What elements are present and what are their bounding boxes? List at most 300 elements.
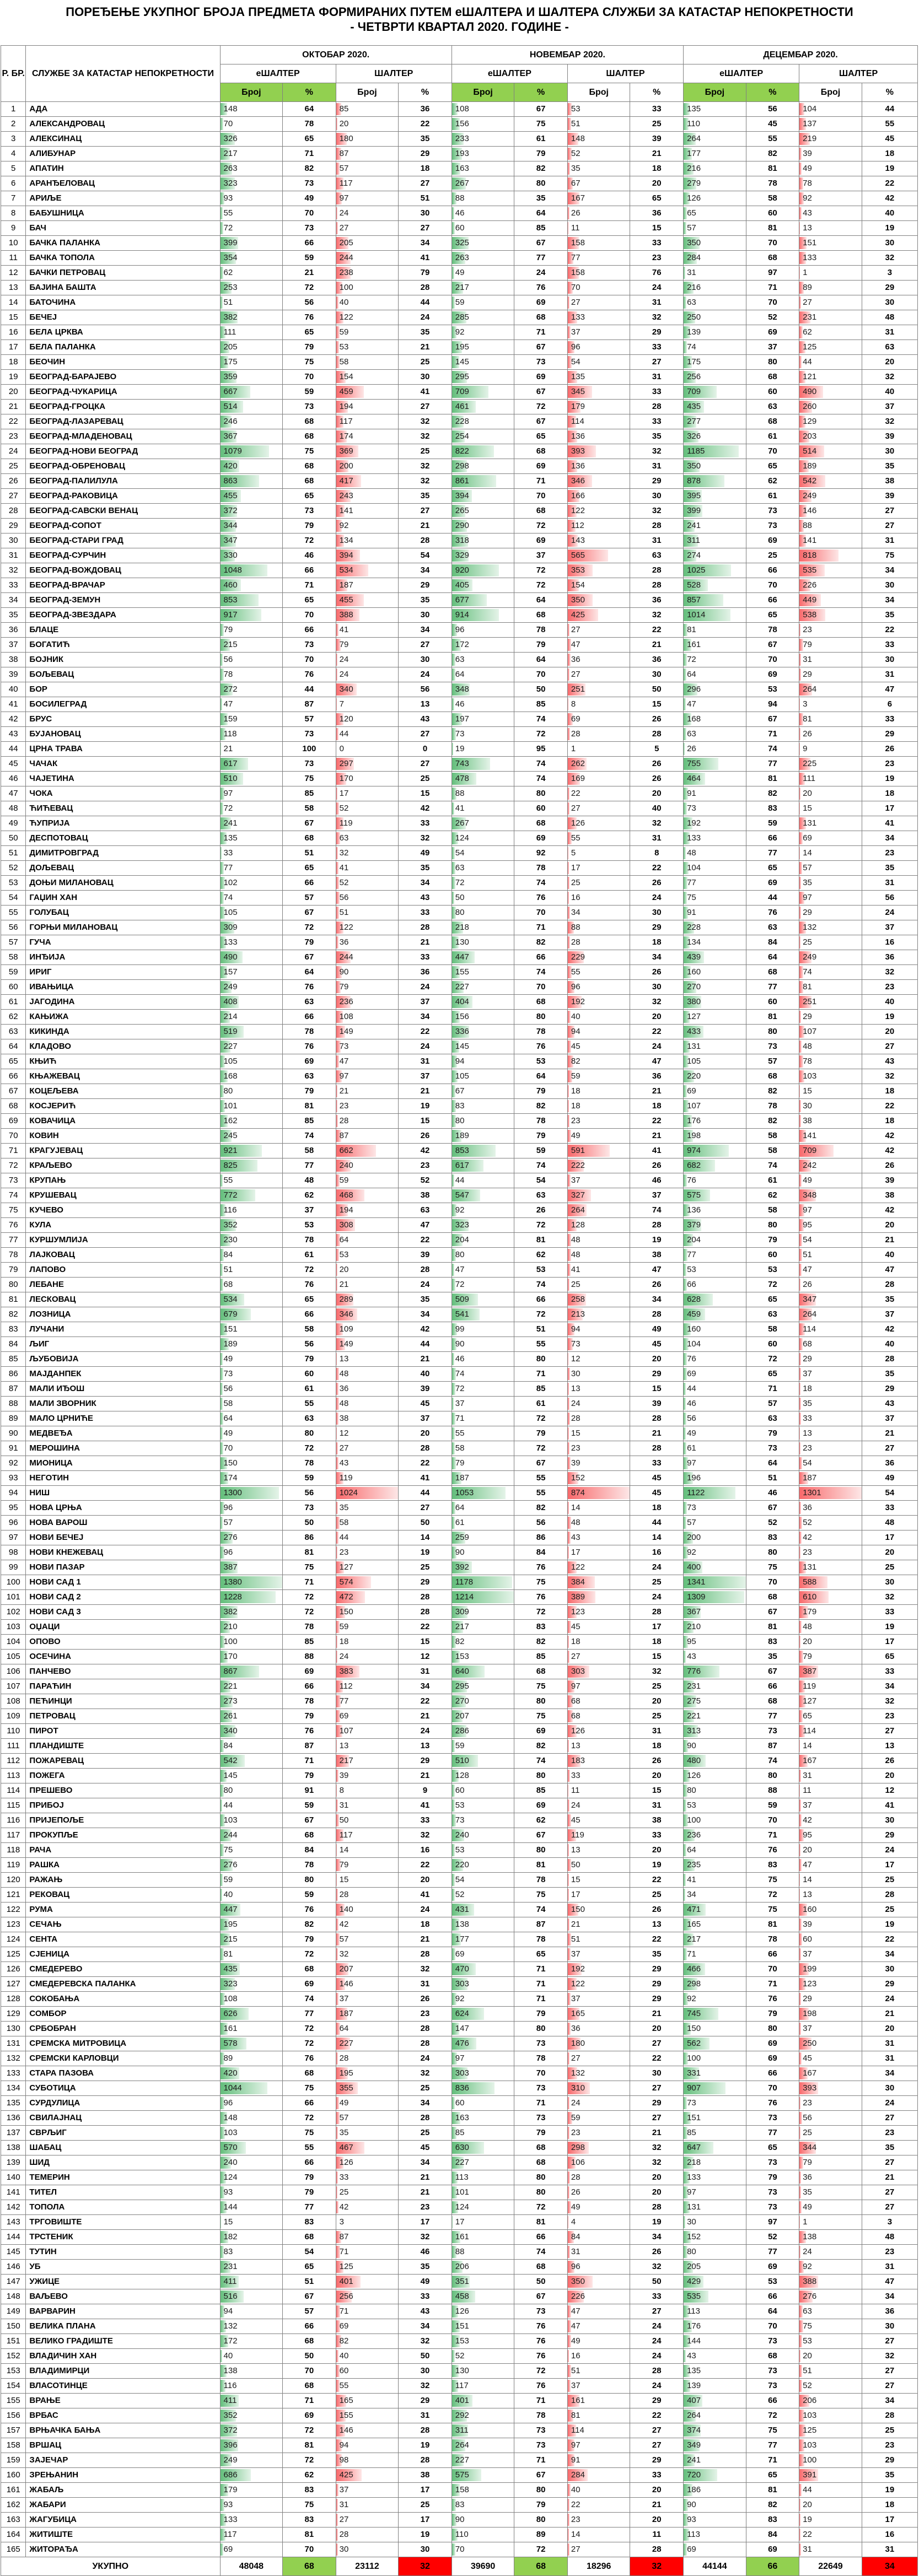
- eshalter-data-bar: [684, 1085, 687, 1097]
- nov-s-count: 81: [571, 2411, 581, 2420]
- dec-e-count: 63: [687, 729, 696, 739]
- dec-s-count-cell: [799, 2334, 862, 2349]
- oct-s-percent: 29: [399, 2394, 452, 2408]
- shalter-data-bar: [336, 1532, 339, 1544]
- nov-e-count: 37: [455, 1399, 465, 1408]
- service-name: РАЧА: [26, 1843, 220, 1858]
- nov-s-count-cell: [567, 2364, 630, 2379]
- shalter-data-bar: [799, 1859, 802, 1871]
- oct-s-count-cell: [336, 593, 399, 608]
- dec-s-count: 260: [803, 402, 816, 411]
- table-row: [1, 980, 918, 995]
- table-row: [1, 2260, 918, 2275]
- nov-e-count: 72: [455, 878, 465, 887]
- oct-e-count: 344: [224, 521, 238, 530]
- table-row: [1, 1992, 918, 2007]
- table-row: [1, 1813, 918, 1828]
- oct-e-count: 77: [224, 863, 233, 872]
- nov-s-percent: 20: [630, 1769, 684, 1783]
- nov-s-count-cell: [567, 1530, 630, 1545]
- nov-e-count-cell: [452, 191, 514, 206]
- dec-e-percent: 78: [746, 1099, 799, 1114]
- nov-s-count: 298: [571, 2143, 585, 2152]
- dec-s-count: 151: [803, 238, 816, 247]
- dec-e-count-cell: [684, 1828, 746, 1843]
- dec-e-percent: 73: [746, 2185, 799, 2200]
- oct-s-count-cell: [336, 1873, 399, 1888]
- dec-s-percent: 34: [862, 2066, 917, 2081]
- oct-e-count: 396: [224, 2440, 238, 2450]
- eshalter-data-bar: [452, 698, 454, 710]
- oct-s-percent: 42: [399, 801, 452, 816]
- dec-e-percent: 81: [746, 1917, 799, 1932]
- nov-e-percent: 82: [514, 1099, 568, 1114]
- table-row: [1, 786, 918, 801]
- nov-s-percent: 29: [630, 1977, 684, 1992]
- nov-e-percent: 69: [514, 1798, 568, 1813]
- dec-s-percent: 21: [862, 1233, 917, 1248]
- oct-s-count-cell: [336, 400, 399, 414]
- nov-s-percent: 20: [630, 1010, 684, 1025]
- dec-e-percent: 70: [746, 653, 799, 667]
- nov-e-percent: 75: [514, 1888, 568, 1903]
- nov-e-count-cell: [452, 1307, 514, 1322]
- dec-s-count: 39: [803, 1920, 812, 1929]
- oct-e-count: 514: [224, 402, 238, 411]
- shalter-data-bar: [568, 1383, 569, 1395]
- dec-e-count-cell: [684, 1962, 746, 1977]
- nov-s-percent: 5: [630, 742, 684, 757]
- nov-e-count-cell: [452, 548, 514, 563]
- dec-s-count-cell: [799, 1025, 862, 1039]
- nov-s-percent: 22: [630, 1025, 684, 1039]
- oct-s-count: 48: [340, 1369, 349, 1378]
- nov-s-count-cell: [567, 2141, 630, 2155]
- nov-s-count-cell: [567, 1560, 630, 1575]
- table-row: [1, 2111, 918, 2126]
- shalter-data-bar: [568, 1770, 570, 1782]
- nov-s-percent: 29: [630, 2453, 684, 2468]
- oct-e-percent: 100: [283, 742, 336, 757]
- oct-s-count: 28: [340, 2530, 349, 2539]
- dec-s-percent: 38: [862, 474, 917, 489]
- oct-e-count: 62: [224, 268, 233, 277]
- table-row: [1, 653, 918, 667]
- nov-s-count: 258: [571, 1295, 585, 1304]
- oct-s-percent: 17: [399, 2483, 452, 2498]
- nov-e-count-cell: [452, 325, 514, 340]
- shalter-data-bar: [568, 2350, 569, 2362]
- nov-s-count-cell: [567, 102, 630, 117]
- nov-s-count: 5: [571, 848, 576, 858]
- table-row: [1, 2096, 918, 2111]
- nov-e-count: 303: [455, 2068, 469, 2078]
- oct-s-count-cell: [336, 459, 399, 474]
- nov-s-count: 59: [571, 1071, 581, 1081]
- oct-s-count-cell: [336, 1888, 399, 1903]
- oct-s-count: 20: [340, 119, 349, 128]
- row-number: 31: [1, 548, 26, 563]
- oct-s-count-cell: [336, 1352, 399, 1367]
- oct-s-count-cell: [336, 370, 399, 385]
- dec-e-percent: 78: [746, 623, 799, 638]
- nov-e-count: 195: [455, 342, 469, 352]
- row-number: 16: [1, 325, 26, 340]
- nov-e-count-cell: [452, 1322, 514, 1337]
- dec-s-percent: 34: [862, 2289, 917, 2304]
- oct-s-count-cell: [336, 1025, 399, 1039]
- oct-s-count-cell: [336, 1754, 399, 1769]
- nov-e-count-cell: [452, 2155, 514, 2170]
- oct-s-count: 51: [340, 908, 349, 917]
- oct-s-percent: 27: [399, 727, 452, 742]
- eshalter-data-bar: [452, 654, 455, 666]
- dec-e-percent: 81: [746, 772, 799, 786]
- dec-e-percent: 57: [746, 1397, 799, 1411]
- oct-e-count: 72: [224, 804, 233, 813]
- shalter-data-bar: [799, 148, 801, 160]
- oct-e-count-cell: [220, 861, 283, 876]
- shalter-data-bar: [799, 1710, 803, 1722]
- dec-s-percent: 30: [862, 444, 917, 459]
- oct-e-count: 51: [224, 1265, 233, 1274]
- dec-s-count-cell: [799, 2379, 862, 2394]
- dec-s-count-cell: [799, 950, 862, 965]
- oct-e-count: 309: [224, 923, 238, 932]
- dec-s-count-cell: [799, 1158, 862, 1173]
- oct-e-percent: 55: [283, 1397, 336, 1411]
- nov-s-count-cell: [567, 1575, 630, 1590]
- oct-s-count: 187: [340, 2009, 353, 2018]
- row-number: 4: [1, 147, 26, 161]
- oct-e-percent: 50: [283, 2349, 336, 2364]
- oct-e-percent: 85: [283, 786, 336, 801]
- dec-e-count-cell: [684, 1858, 746, 1873]
- oct-s-count: 79: [340, 640, 349, 649]
- nov-e-count: 207: [455, 1711, 469, 1721]
- dec-s-count: 104: [803, 104, 816, 114]
- oct-s-count: 53: [340, 342, 349, 352]
- eshalter-data-bar: [221, 1264, 223, 1276]
- nov-e-count-cell: [452, 682, 514, 697]
- dec-e-count: 682: [687, 1161, 701, 1170]
- nov-s-count-cell: [567, 2111, 630, 2126]
- shalter-data-bar: [568, 1874, 569, 1886]
- nov-s-count-cell: [567, 1010, 630, 1025]
- shalter-data-bar: [799, 2335, 802, 2347]
- dec-s-percent: 22: [862, 1932, 917, 1947]
- shalter-data-bar: [336, 2529, 338, 2541]
- nov-s-count-cell: [567, 608, 630, 623]
- nov-e-percent: 71: [514, 2394, 568, 2408]
- dec-s-percent: 27: [862, 1724, 917, 1739]
- oct-e-count-cell: [220, 1828, 283, 1843]
- dec-s-count-cell: [799, 1977, 862, 1992]
- table-row: [1, 1650, 918, 1664]
- nov-s-count: 73: [571, 1339, 581, 1349]
- row-number: 101: [1, 1590, 26, 1605]
- oct-s-count: 25: [340, 2187, 349, 2197]
- oct-s-percent: 13: [399, 1739, 452, 1754]
- nov-s-percent: 33: [630, 1828, 684, 1843]
- oct-s-percent: 35: [399, 325, 452, 340]
- oct-s-count-cell: [336, 1471, 399, 1486]
- nov-s-percent: 28: [630, 727, 684, 742]
- dec-e-count: 176: [687, 2321, 701, 2331]
- service-name: АДА: [26, 102, 220, 117]
- dec-e-count-cell: [684, 1575, 746, 1590]
- nov-s-count-cell: [567, 1456, 630, 1471]
- nov-e-percent: 79: [514, 1084, 568, 1099]
- dec-e-count: 1341: [687, 1577, 705, 1587]
- oct-e-percent: 61: [283, 1382, 336, 1397]
- oct-s-count: 87: [340, 149, 349, 158]
- nov-e-count-cell: [452, 727, 514, 742]
- dec-e-count-cell: [684, 2498, 746, 2513]
- table-row: [1, 266, 918, 281]
- dec-e-percent: 68: [746, 965, 799, 980]
- dec-e-count-cell: [684, 1397, 746, 1411]
- dec-s-count-cell: [799, 2155, 862, 2170]
- dec-e-count-cell: [684, 816, 746, 831]
- dec-e-count: 216: [687, 164, 701, 173]
- row-number: 87: [1, 1382, 26, 1397]
- oct-s-percent: 34: [399, 1010, 452, 1025]
- oct-s-count: 112: [340, 1682, 353, 1691]
- table-row: [1, 1530, 918, 1545]
- dec-e-count: 256: [687, 372, 701, 381]
- nov-e-count-cell: [452, 2051, 514, 2066]
- oct-s-count-cell: [336, 429, 399, 444]
- oct-e-count-cell: [220, 1501, 283, 1516]
- oct-e-percent: 59: [283, 1798, 336, 1813]
- dec-e-count-cell: [684, 2289, 746, 2304]
- row-number: 51: [1, 846, 26, 861]
- oct-e-count-cell: [220, 1456, 283, 1471]
- nov-e-percent: 80: [514, 1843, 568, 1858]
- nov-s-percent: 35: [630, 429, 684, 444]
- nov-s-count-cell: [567, 2423, 630, 2438]
- nov-s-count-cell: [567, 578, 630, 593]
- oct-e-percent: 68: [283, 474, 336, 489]
- oct-s-count: 50: [340, 1815, 349, 1825]
- table-row: [1, 1114, 918, 1129]
- oct-s-percent: 38: [399, 1188, 452, 1203]
- dec-e-percent: 25: [746, 548, 799, 563]
- shalter-data-bar: [336, 1100, 338, 1112]
- eshalter-data-bar: [221, 802, 224, 815]
- nov-e-count: 59: [455, 298, 465, 307]
- nov-e-count: 547: [455, 1190, 469, 1200]
- eshalter-data-bar: [221, 1844, 224, 1856]
- dec-s-percent: 35: [862, 1292, 917, 1307]
- dec-e-count: 459: [687, 1309, 701, 1319]
- oct-e-count: 1048: [224, 565, 242, 575]
- eshalter-data-bar: [452, 1740, 455, 1752]
- nov-e-count: 204: [455, 1235, 469, 1244]
- dec-s-percent: 23: [862, 2126, 917, 2141]
- nov-e-percent: 73: [514, 2081, 568, 2096]
- oct-e-percent: 73: [283, 400, 336, 414]
- dec-s-count-cell: [799, 2468, 862, 2483]
- nov-s-count-cell: [567, 2483, 630, 2498]
- shalter-data-bar: [799, 1874, 800, 1886]
- shalter-data-bar: [336, 1055, 339, 1068]
- oct-e-count: 51: [224, 298, 233, 307]
- nov-s-count: 97: [571, 2440, 581, 2450]
- nov-e-count-cell: [452, 697, 514, 712]
- nov-s-count-cell: [567, 1903, 630, 1917]
- row-number: 44: [1, 742, 26, 757]
- service-name: БЕОГРАД-САВСКИ ВЕНАЦ: [26, 504, 220, 519]
- shalter-data-bar: [336, 1770, 338, 1782]
- oct-e-percent: 83: [283, 2215, 336, 2230]
- dec-e-count-cell: [684, 965, 746, 980]
- nov-s-count-cell: [567, 519, 630, 533]
- nov-s-count: 229: [571, 952, 585, 962]
- oct-s-percent: 30: [399, 2364, 452, 2379]
- oct-e-count: 195: [224, 1920, 238, 1929]
- dec-s-count-cell: [799, 504, 862, 519]
- dec-s-percent: 20: [862, 1218, 917, 1233]
- nov-s-count: 114: [571, 417, 584, 426]
- nov-e-count-cell: [452, 1114, 514, 1129]
- eshalter-data-bar: [221, 743, 222, 755]
- dec-s-percent: 27: [862, 1039, 917, 1054]
- oct-s-count: 63: [340, 833, 349, 843]
- row-number: 27: [1, 489, 26, 504]
- dec-s-count-cell: [799, 1828, 862, 1843]
- dec-s-percent: 40: [862, 1337, 917, 1352]
- oct-s-count-cell: [336, 1486, 399, 1501]
- dec-s-count-cell: [799, 742, 862, 757]
- oct-e-percent: 73: [283, 727, 336, 742]
- dec-e-count-cell: [684, 1039, 746, 1054]
- row-number: 24: [1, 444, 26, 459]
- total-oct-s-count: 23112: [336, 2557, 399, 2576]
- dec-s-percent: 19: [862, 1010, 917, 1025]
- nov-e-percent: 80: [514, 1010, 568, 1025]
- shalter-data-bar: [336, 1383, 338, 1395]
- oct-e-percent: 54: [283, 2245, 336, 2260]
- dec-s-count: 23: [803, 1443, 812, 1453]
- nov-e-percent: 82: [514, 935, 568, 950]
- dec-s-count: 198: [803, 2009, 816, 2018]
- nov-e-count: 220: [455, 1860, 469, 1869]
- nov-s-percent: 30: [630, 489, 684, 504]
- nov-e-percent: 79: [514, 1426, 568, 1441]
- nov-s-count: 48: [571, 1250, 581, 1259]
- dec-s-count: 179: [803, 1607, 816, 1616]
- nov-s-count-cell: [567, 1173, 630, 1188]
- service-name: СЕНТА: [26, 1932, 220, 1947]
- table-row: [1, 1337, 918, 1352]
- table-row: [1, 2364, 918, 2379]
- row-number: 123: [1, 1917, 26, 1932]
- table-row: [1, 489, 918, 504]
- oct-e-count: 162: [224, 1116, 238, 1125]
- service-name: СВРЉИГ: [26, 2126, 220, 2141]
- oct-s-count: 13: [340, 1354, 349, 1364]
- table-row: [1, 1903, 918, 1917]
- nov-s-count-cell: [567, 2215, 630, 2230]
- oct-e-count-cell: [220, 1560, 283, 1575]
- table-row: [1, 1069, 918, 1084]
- table-row: [1, 831, 918, 846]
- oct-s-count-cell: [336, 1843, 399, 1858]
- shalter-data-bar: [568, 669, 569, 681]
- dec-e-count: 73: [687, 1503, 696, 1512]
- table-row: [1, 1917, 918, 1932]
- nov-s-percent: 36: [630, 206, 684, 221]
- oct-e-count-cell: [220, 2081, 283, 2096]
- oct-e-count: 276: [224, 1533, 238, 1542]
- table-row: [1, 2513, 918, 2528]
- dec-e-count: 176: [687, 1116, 701, 1125]
- oct-e-percent: 77: [283, 2007, 336, 2022]
- nov-s-count-cell: [567, 742, 630, 757]
- shalter-data-bar: [799, 2127, 800, 2139]
- nov-s-count-cell: [567, 1218, 630, 1233]
- nov-e-percent: 71: [514, 1367, 568, 1382]
- nov-s-count: 12: [571, 1354, 581, 1364]
- dec-e-percent: 82: [746, 147, 799, 161]
- oct-s-percent: 33: [399, 906, 452, 920]
- oct-s-count: 21: [340, 1280, 349, 1289]
- nov-s-count-cell: [567, 1025, 630, 1039]
- dec-s-count-cell: [799, 2036, 862, 2051]
- dec-s-count: 45: [803, 2054, 812, 2063]
- nov-e-count-cell: [452, 2081, 514, 2096]
- table-row: [1, 2483, 918, 2498]
- oct-e-count: 105: [224, 1057, 238, 1066]
- dec-s-percent: 42: [862, 191, 917, 206]
- oct-s-count: 59: [340, 1622, 349, 1631]
- nov-e-count: 73: [455, 729, 465, 739]
- table-row: [1, 578, 918, 593]
- row-number: 38: [1, 653, 26, 667]
- dec-s-count: 138: [803, 2232, 816, 2241]
- nov-e-percent: 81: [514, 1858, 568, 1873]
- dec-s-percent: 28: [862, 2408, 917, 2423]
- nov-e-count: 124: [455, 2202, 469, 2212]
- dec-e-percent: 79: [746, 2170, 799, 2185]
- table-row: [1, 1783, 918, 1798]
- oct-e-count: 116: [224, 2381, 237, 2390]
- nov-s-percent: 20: [630, 2513, 684, 2528]
- oct-s-count-cell: [336, 355, 399, 370]
- nov-s-count: 14: [571, 2530, 581, 2539]
- oct-e-percent: 62: [283, 1188, 336, 1203]
- dec-s-count: 125: [803, 342, 816, 352]
- nov-s-count: 28: [571, 937, 581, 947]
- oct-e-count-cell: [220, 206, 283, 221]
- dec-s-percent: 47: [862, 682, 917, 697]
- service-name: ЧОКА: [26, 786, 220, 801]
- service-name: ВЛАДИМИРЦИ: [26, 2364, 220, 2379]
- dec-e-count-cell: [684, 176, 746, 191]
- dec-e-percent: 73: [746, 2334, 799, 2349]
- nov-e-count-cell: [452, 1754, 514, 1769]
- oct-s-count: 3: [340, 2217, 344, 2227]
- nov-s-count-cell: [567, 117, 630, 132]
- dec-e-count: 63: [687, 298, 696, 307]
- oct-e-percent: 78: [283, 1620, 336, 1635]
- oct-s-count-cell: [336, 2096, 399, 2111]
- dec-s-count: 249: [803, 952, 816, 962]
- shalter-data-bar: [336, 1874, 337, 1886]
- nov-e-percent: 73: [514, 2111, 568, 2126]
